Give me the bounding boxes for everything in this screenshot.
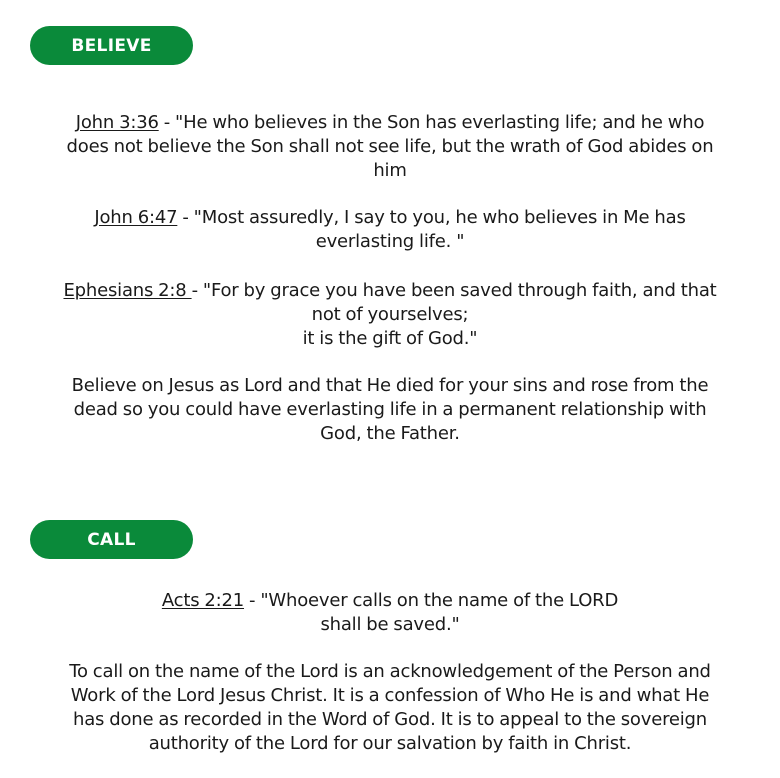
verse-text: - "He who believes in the Son has everlasting life; and he who: [158, 112, 705, 133]
verse-line: does not believe the Son shall not see life, but the wrath of God abides on: [66, 136, 714, 157]
verse-line: it is the gift of God.": [302, 328, 478, 349]
believe-header-label: BELIEVE: [71, 35, 152, 56]
verse-reference-link[interactable]: Acts 2:21: [161, 590, 245, 611]
verse-line: [34, 111, 746, 135]
believe-section-header: [30, 26, 193, 65]
verse-line: [34, 206, 746, 230]
verse-text: - "For by grace you have been saved through faith, and that: [191, 280, 717, 301]
verse-line: everlasting life. ": [315, 231, 465, 252]
verse-john-3-36: [34, 111, 746, 183]
verse-line: shall be saved.": [320, 614, 460, 635]
call-paragraph: [34, 660, 746, 756]
call-header-label: CALL: [87, 529, 136, 550]
paragraph-line: To call on the name of the Lord is an acknowledgement of the Person and: [69, 661, 711, 682]
believe-paragraph: [34, 374, 746, 446]
call-section-header: [30, 520, 193, 559]
verse-reference-link[interactable]: John 6:47: [94, 207, 178, 228]
verse-line: [34, 279, 746, 303]
paragraph-line: dead so you could have everlasting life in a permanent relationship with: [73, 399, 707, 420]
verse-text: - "Whoever calls on the name of the LORD: [244, 590, 619, 611]
paragraph-line: Work of the Lord Jesus Christ. It is a confession of Who He is and what He: [70, 685, 710, 706]
verse-line: him: [373, 160, 407, 181]
paragraph-line: Believe on Jesus as Lord and that He died for your sins and rose from the: [71, 375, 709, 396]
verse-ephesians-2-8: [34, 279, 746, 351]
verse-john-6-47: [34, 206, 746, 254]
verse-line: not of yourselves;: [311, 304, 469, 325]
verse-acts-2-21: [34, 589, 746, 637]
verse-line: [34, 589, 746, 613]
verse-text: - "Most assuredly, I say to you, he who believes in Me has: [177, 207, 686, 228]
paragraph-line: has done as recorded in the Word of God. It is to appeal to the sovereign: [73, 709, 707, 730]
verse-reference-link[interactable]: Ephesians 2:8: [63, 280, 192, 301]
verse-reference-link[interactable]: John 3:36: [75, 112, 159, 133]
paragraph-line: authority of the Lord for our salvation by faith in Christ.: [148, 733, 632, 754]
paragraph-line: God, the Father.: [320, 423, 460, 444]
